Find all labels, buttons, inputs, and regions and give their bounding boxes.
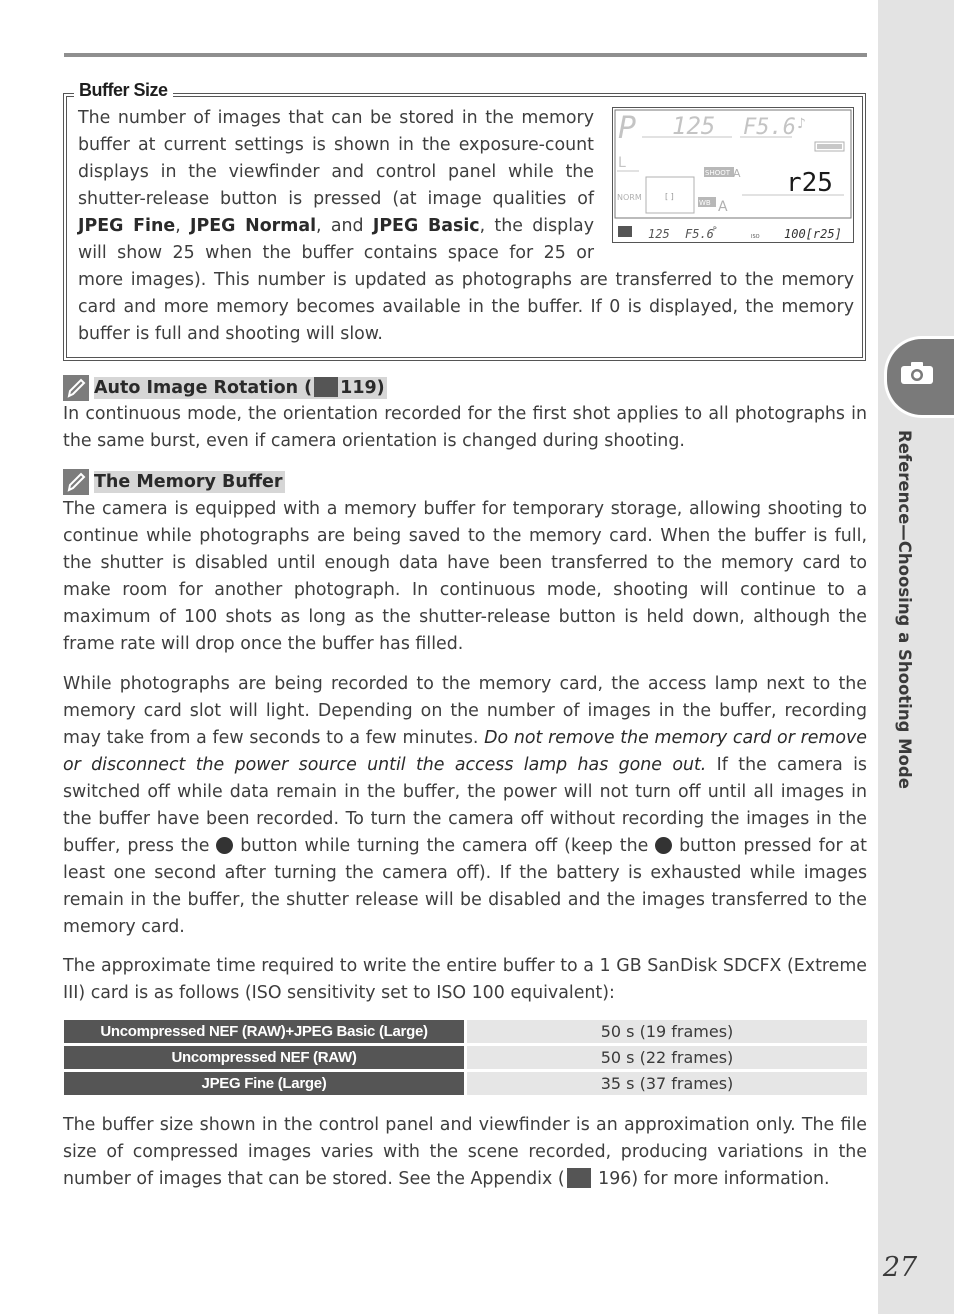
write-time-table [64, 1020, 867, 1098]
trash-button-icon [655, 837, 672, 854]
control-panel-display [612, 107, 854, 243]
camera-icon [900, 361, 934, 385]
lcd-size: L [618, 155, 626, 171]
page-reference-icon [567, 1168, 591, 1188]
buffer-size-title: Buffer Size [74, 80, 173, 101]
memory-buffer-p2 [63, 671, 867, 941]
page-reference-icon [314, 377, 338, 397]
table-row-value: 50 s (22 frames) [467, 1046, 867, 1069]
table-row-label: Uncompressed NEF (RAW) [64, 1046, 464, 1069]
p4-text-b: 196) for more information. [592, 1169, 830, 1189]
auto-rotation-heading [63, 375, 463, 401]
side-tab-bar [878, 0, 954, 1314]
buffer-text-1: The number of images that can be stored in the memory buffer at current settings is shown in the exposure-count displays in the viewfinder and control panel while the shutter-release button is pressed (at image qualities of [78, 108, 594, 209]
table-row-value: 35 s (37 frames) [467, 1072, 867, 1095]
table-row-value: 50 s (19 frames) [467, 1020, 867, 1043]
chapter-title: Reference—Choosing a Shooting Mode [895, 430, 914, 789]
auto-rotation-page-ref[interactable]: 119) [340, 378, 385, 398]
p2-text-b: If the camera is switched off while data remain in the buffer, the power will not turn off until all images in the buffer have been recorded. To turn the camera off without recording the images in the buffer, press the [63, 755, 867, 856]
lcd-norm: NORM [617, 193, 642, 202]
p2-text-a: While photographs are being recorded to the memory card, the access lamp next to the memory card slot will light. Depending on the number of images in the buffer, recording may take from a few seconds to a few minutes. [63, 674, 867, 748]
memory-buffer-p1: The camera is equipped with a memory buffer for temporary storage, allowing shooting to continue while photographs are being saved to the memory card. When the buffer is full, the shutter is disabled until enough data have been transferred to the memory card to make room for another photograph. In continuous mode, shooting will continue to a maximum of 100 shots as long as the shutter-release button is held down, although the frame rate will drop once the buffer has filled. [63, 499, 867, 654]
vf-count: 100[r25] [784, 227, 842, 241]
quality-jpeg-normal: JPEG Normal [189, 216, 317, 236]
lcd-shutter: 125 [672, 112, 716, 140]
top-rule [64, 53, 867, 57]
memory-buffer-heading [63, 469, 363, 495]
vf-iso: ISO [751, 234, 760, 240]
trash-button-icon [216, 837, 233, 854]
vf-aperture: F5.6 [685, 227, 714, 241]
page-number: 27 [882, 1252, 918, 1283]
p2-text-d: button pressed for at least one second after turning the camera off). If the battery is exhausted while images remain in the buffer, the shutter release will be disabled and the images transferred to the memory card. [63, 836, 868, 937]
lcd-aperture: F5.6 [743, 115, 796, 140]
p2-warning: Do not remove the memory card or remove or disconnect the power source until the access lamp has gone out. [63, 728, 867, 775]
table-row [64, 1020, 867, 1043]
table-row-label: Uncompressed NEF (RAW)+JPEG Basic (Large) [64, 1020, 464, 1043]
memory-buffer-p4 [63, 1112, 867, 1193]
quality-jpeg-basic: JPEG Basic [372, 216, 480, 236]
auto-rotation-text: In continuous mode, the orientation recorded for the first shot applies to all photographs in the same burst, even if camera orientation is changed during shooting. [63, 404, 867, 451]
p2-text-c: button while turning the camera off (keep the [233, 836, 656, 856]
focus-area-icon: [ ] [665, 192, 674, 201]
lcd-wb-a: A [718, 199, 728, 215]
vf-shutter: 125 [648, 227, 670, 241]
separator: , [175, 216, 190, 236]
lcd-mode: P [618, 111, 637, 146]
lcd-shoot-a: A [733, 167, 741, 180]
table-row [64, 1046, 867, 1069]
memory-buffer-label: The Memory Buffer [94, 472, 283, 492]
auto-rotation-title: Auto Image Rotation ( [94, 378, 313, 398]
p4-text-a: The buffer size shown in the control panel and viewfinder is an approximation only. The file size of compressed images varies with the scene recorded, producing variations in the number of images that can be stored. See the Appendix ( [63, 1115, 867, 1189]
lcd-shoot: SHOOT [705, 169, 731, 177]
lcd-count: r25 [786, 168, 833, 198]
separator: , and [316, 216, 373, 236]
table-row-label: JPEG Fine (Large) [64, 1072, 464, 1095]
beep-icon: ♪ [797, 116, 806, 132]
lcd-wb: WB [699, 199, 711, 207]
auto-rotation-label [94, 377, 387, 399]
vf-p: P [713, 226, 717, 233]
table-row [64, 1072, 867, 1095]
buffer-text-2: , the display will show 25 when the buffer contains space for 25 or more images). This number is updated as photographs are transferred to the memory card and more memory becomes available in the buffer. If 0 is displayed, the memory buffer is full and shooting will slow. [78, 216, 854, 344]
quality-jpeg-fine: JPEG Fine [78, 216, 176, 236]
pencil-note-icon [63, 469, 89, 495]
memory-buffer-p3: The approximate time required to write the entire buffer to a 1 GB SanDisk SDCFX (Extreme III) card is as follows (ISO sensitivity set to ISO 100 equivalent): [63, 956, 867, 1003]
pencil-note-icon [63, 375, 89, 401]
